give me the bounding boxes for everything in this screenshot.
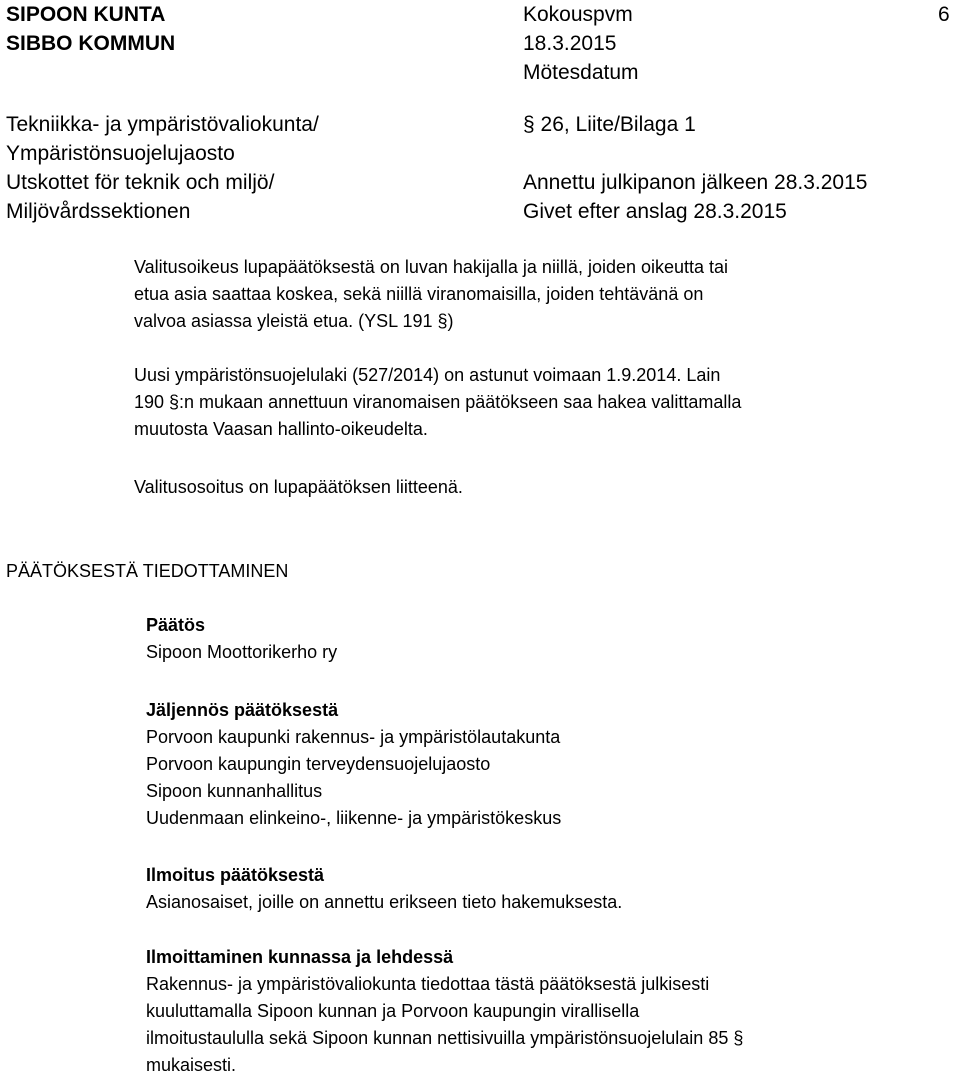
text-line: valvoa asiassa yleistä etua. (YSL 191 §) [134, 311, 454, 331]
copy-block [146, 697, 946, 832]
appeal-right-paragraph [134, 254, 954, 335]
text-line: mukaisesti. [146, 1055, 237, 1075]
committee-sv: Utskottet för teknik och miljö/ [6, 171, 275, 194]
announcement-heading: Ilmoittaminen kunnassa ja lehdessä [146, 947, 454, 967]
text-line: Rakennus- ja ympäristövaliokunta tiedottaa tästä päätöksestä julkisesti [146, 974, 710, 994]
copy-recipient: Porvoon kaupunki rakennus- ja ympäristölautakunta [146, 727, 561, 747]
municipality-fi: SIPOON KUNTA [6, 3, 166, 26]
notification-heading: Ilmoitus päätöksestä [146, 865, 325, 885]
appeal-instructions-note [134, 474, 954, 501]
published-fi: Annettu julkipanon jälkeen 28.3.2015 [523, 171, 868, 194]
new-law-paragraph [134, 362, 954, 443]
text-line: etua asia saattaa koskea, sekä niillä viranomaisilla, joiden tehtävänä on [134, 284, 704, 304]
committee-fi: Tekniikka- ja ympäristövaliokunta/ [6, 113, 319, 136]
page-number: 6 [938, 3, 950, 26]
text-line: Uusi ympäristönsuojelulaki (527/2014) on astunut voimaan 1.9.2014. Lain [134, 365, 721, 385]
decision-heading: Päätös [146, 615, 206, 635]
text-line: 190 §:n mukaan annettuun viranomaisen päätökseen saa hakea valittamalla [134, 392, 742, 412]
published-sv: Givet efter anslag 28.3.2015 [523, 200, 787, 223]
notice-section-title: PÄÄTÖKSESTÄ TIEDOTTAMINEN [6, 561, 289, 581]
text-line: Valitusoikeus lupapäätöksestä on luvan hakijalla ja niillä, joiden oikeutta tai [134, 257, 729, 277]
text-line: muutosta Vaasan hallinto-oikeudelta. [134, 419, 428, 439]
copy-recipient: Sipoon kunnanhallitus [146, 781, 323, 801]
section-reference: § 26, Liite/Bilaga 1 [523, 113, 696, 136]
announcement-block [146, 944, 946, 1079]
copy-heading: Jäljennös päätöksestä [146, 700, 339, 720]
notification-block [146, 862, 946, 916]
copy-recipient: Uudenmaan elinkeino-, liikenne- ja ympäristökeskus [146, 808, 562, 828]
text-line: kuuluttamalla Sipoon kunnan ja Porvoon kaupungin virallisella [146, 1001, 640, 1021]
text-line: Valitusosoitus on lupapäätöksen liitteenä. [134, 477, 463, 497]
meeting-date-label-fi: Kokouspvm [523, 3, 633, 26]
text-line: ilmoitustaululla sekä Sipoon kunnan nettisivuilla ympäristönsuojelulain 85 § [146, 1028, 744, 1048]
copy-recipient: Porvoon kaupungin terveydensuojelujaosto [146, 754, 491, 774]
notification-text: Asianosaiset, joille on annettu erikseen tieto hakemuksesta. [146, 892, 623, 912]
municipality-sv: SIBBO KOMMUN [6, 32, 176, 55]
subcommittee-sv: Miljövårdssektionen [6, 200, 191, 223]
meeting-date-label-sv: Mötesdatum [523, 61, 639, 84]
decision-recipient: Sipoon Moottorikerho ry [146, 642, 338, 662]
meeting-date: 18.3.2015 [523, 32, 617, 55]
decision-block [146, 612, 946, 666]
subcommittee-fi: Ympäristönsuojelujaosto [6, 142, 235, 165]
